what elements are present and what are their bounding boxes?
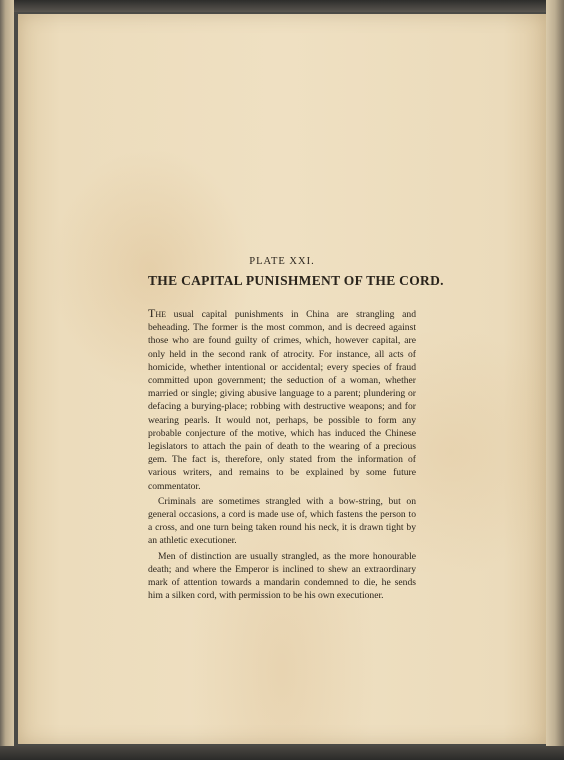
paragraph-2: Criminals are sometimes strangled with a bow-string, but on general occasions, a cord is made use of, which fastens the person to a cross, and one turn being taken round his neck, it is drawn tight by an athletic executioner. <box>148 495 416 547</box>
book-top-edge <box>0 0 564 12</box>
book-page <box>18 14 546 744</box>
book-left-edge <box>0 0 14 760</box>
book-bottom-edge <box>0 746 564 760</box>
paragraph-1-text: usual capital punishments in China are strangling and beheading. The former is the most common, and is decreed against those who are found guilty of crimes, which, however capital, are only held in the second rank of atrocity. For instance, all acts of homicide, whether intentional or accidental; every species of fraud committed upon government; the seduction of a woman, whether married or single; giving abusive language to a parent; plundering or defacing a burying-place; robbing with destructive weapons; and for wearing pearls. It would not, perhaps, be possible to form any probable conjecture of the motive, which has induced the Chinese legislators to attach the pain of death to the wearing of a precious gem. The fact is, therefore, only stated from the information of various writers, and remains to be explained by some future commentator. <box>148 309 416 492</box>
page-title: THE CAPITAL PUNISHMENT OF THE CORD. <box>148 273 444 288</box>
paragraph-lead-word: The <box>148 306 166 320</box>
text-block <box>148 256 444 604</box>
plate-label: PLATE XXI. <box>249 256 315 267</box>
paragraph-1 <box>148 307 416 493</box>
book-right-edge <box>546 0 564 760</box>
paragraph-3: Men of distinction are usually strangled, as the more honourable death; and where the Emperor is inclined to shew an extraordinary mark of attention towards a mandarin condemned to die, he sends him a silken cord, with permission to be his own executioner. <box>148 550 416 602</box>
